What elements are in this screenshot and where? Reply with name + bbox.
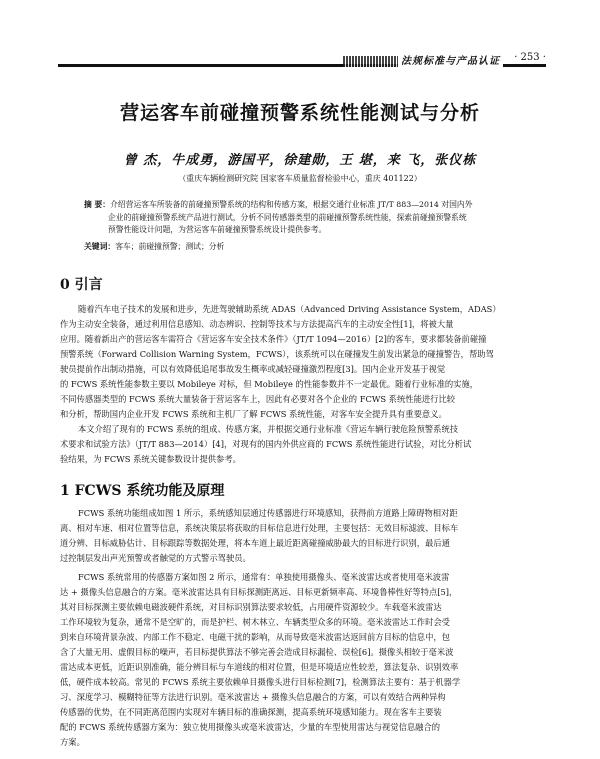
text-line: 和分析，帮助国内企业开发 FCWS 系统和主机厂了解 FCWS 系统性能，对客车安全提升具有重要意义。 <box>60 409 447 419</box>
author-list: 曾 杰，牛成勇，游国平，徐建勋，王 堪，来 飞，张仪栋 <box>123 153 477 168</box>
section-heading-intro: 0 引言 <box>60 277 103 293</box>
text-line: 过控制层发出声光预警或者触觉的方式警示驾驶员。 <box>60 553 251 563</box>
keywords <box>84 241 524 252</box>
text-line: 验结果，为 FCWS 系统关键参数设计提供参考。 <box>60 454 241 464</box>
page-number: · 253 · <box>511 52 546 63</box>
text-line: 低，硬件成本较高。常见的 FCWS 系统主要依赖单目摄像头进行目标检测[7]，检测算法主要有：基于机器学 <box>60 677 461 687</box>
text-line: 其对目标探测主要依赖电磁波硬件系统，对目标识别算法要求较低，占用硬件资源较少。车载毫米波雷达 <box>60 602 442 612</box>
text-line: 驶员提前作出制动措施，可以有效降低追尾事故发生概率或减轻碰撞激烈程度[3]。国内企业开发基于视觉 <box>60 364 446 374</box>
abstract-label: 摘 要： <box>84 200 111 209</box>
text-line: 工作环境较为复杂，通常不是空旷的，而是护栏、树木林立、车辆类型众多的环境。毫米波雷达工作时会受 <box>60 617 450 627</box>
abstract-line: 预警性能设计问题，为营运客车前碰撞预警系统设计提供参考。 <box>108 225 327 234</box>
text-line: 的 FCWS 系统性能参数主要以 Mobileye 对标，但 Mobileye 的性能参数并不一定最优。随着行业标准的实施， <box>60 379 479 389</box>
text-line: 配的 FCWS 系统传感器方案为：独立使用摄像头或毫米波雷达，少量的车型使用雷达与视觉信息融合的 <box>60 722 441 732</box>
running-header <box>58 48 546 68</box>
text-line: 习、深度学习、模糊特征等方法进行识别。毫米波雷达 + 摄像头信息融合的方案，可以有效结合两种异构 <box>60 692 446 702</box>
text-line: 应用。随着新出产的营运客车需符合《营运客车安全技术条件》（JT/T 1094—2016）[2]的客车，要求都装备前碰撞 <box>60 334 487 344</box>
text-line: 传感器的优势，在不同距离范围内实现对车辆目标的准确探测，提高系统环境感知能力。现在客车主要装 <box>60 707 442 717</box>
text-line: 作为主动安全装备，通过利用信息感知、动态辨识、控制等技术与方法提高汽车的主动安全性[1]，将被大量 <box>60 319 454 329</box>
abstract <box>84 199 524 237</box>
keywords-label: 关键词： <box>84 242 116 251</box>
text-line: 方案。 <box>60 737 85 747</box>
text-line: 本文介绍了现有的 FCWS 系统的组成、传感方案，并根据交通行业标准《营运车辆行驶危险预警系统技 <box>78 424 459 434</box>
text-line: FCWS 系统功能组成如图 1 所示，系统感知层通过传感器进行环境感知，获得前方道路上障碍物相对距 <box>78 508 458 518</box>
text-line: 含了大量无用、虚假目标的噪声，若目标提供算法不够完善会造成目标漏检、误检[6]。摄像头相较于毫米波 <box>60 647 454 657</box>
text-line: 离、相对车速、相对位置等信息，系统决策层将获取的目标信息进行处理，主要包括：无效目标滤波、目标车 <box>60 523 459 533</box>
text-line: 随着汽车电子技术的发展和进步，先进驾驶辅助系统 ADAS（Advanced Driving Assistance System，ADAS） <box>78 304 501 314</box>
text-line: 预警系统（Forward Collision Warning System，FCWS），该系统可以在碰撞发生前发出紧急的碰撞警告，帮助驾 <box>60 349 494 359</box>
fcws-paragraph-2 <box>60 570 542 750</box>
text-line: 达 + 摄像头信息融合的方案。毫米波雷达具有目标探测距离远、目标更新频率高、环境鲁棒性好等特点[5]， <box>60 587 458 597</box>
intro-paragraph-1 <box>60 302 542 422</box>
text-line: 不同传感器类型的 FCWS 系统大量装备于营运客车上，因此有必要对各个企业的 FCWS 系统性能进行比较 <box>60 394 456 404</box>
journal-name: 法规标准与产品认证 <box>398 52 503 67</box>
text-line: 雷达成本更低，近距识别准确，能分辨目标与车道线的相对位置，但是环境适应性较差，算法复杂、识别效率 <box>60 662 459 672</box>
intro-paragraph-2 <box>60 422 542 467</box>
paper-title: 营运客车前碰撞预警系统性能测试与分析 <box>119 102 480 124</box>
text-line: 术要求和试验方法》（JT/T 883—2014）[4]，对现有的国内外供应商的 FCWS 系统性能进行试验，对比分析试 <box>60 439 472 449</box>
fcws-paragraph-1 <box>60 506 542 566</box>
abstract-line: 摘 要：介绍营运客车所装备的前碰撞预警系统的结构和传感方案，根据交通行业标准 JT/T 883—2014 对国内外 <box>84 200 473 209</box>
section-heading-fcws: 1 FCWS 系统功能及原理 <box>60 483 225 499</box>
abstract-line: 企业的前碰撞预警系统产品进行测试，分析不同传感器类型的前碰撞预警系统性能，探索前碰撞预警系统 <box>108 212 467 222</box>
text-line: 到来自环境背景杂波、内部工作不稳定、电磁干扰的影响，从而导致毫米波雷达返回前方目标的信息中，包 <box>60 632 450 642</box>
keywords-text: 客车；前碰撞预警；测试；分析 <box>115 242 225 251</box>
text-line: 道分辨、目标威胁估计、目标跟踪等数据处理，将本车道上最近距离碰撞威胁最大的目标进行识别，最后通 <box>60 538 450 548</box>
text-line: FCWS 系统常用的传感器方案如图 2 所示，通常有：单独使用摄像头、毫米波雷达或者使用毫米波雷 <box>78 572 450 582</box>
affiliation: （重庆车辆检测研究院 国家客车质量监督检验中心，重庆 401122） <box>178 174 422 183</box>
